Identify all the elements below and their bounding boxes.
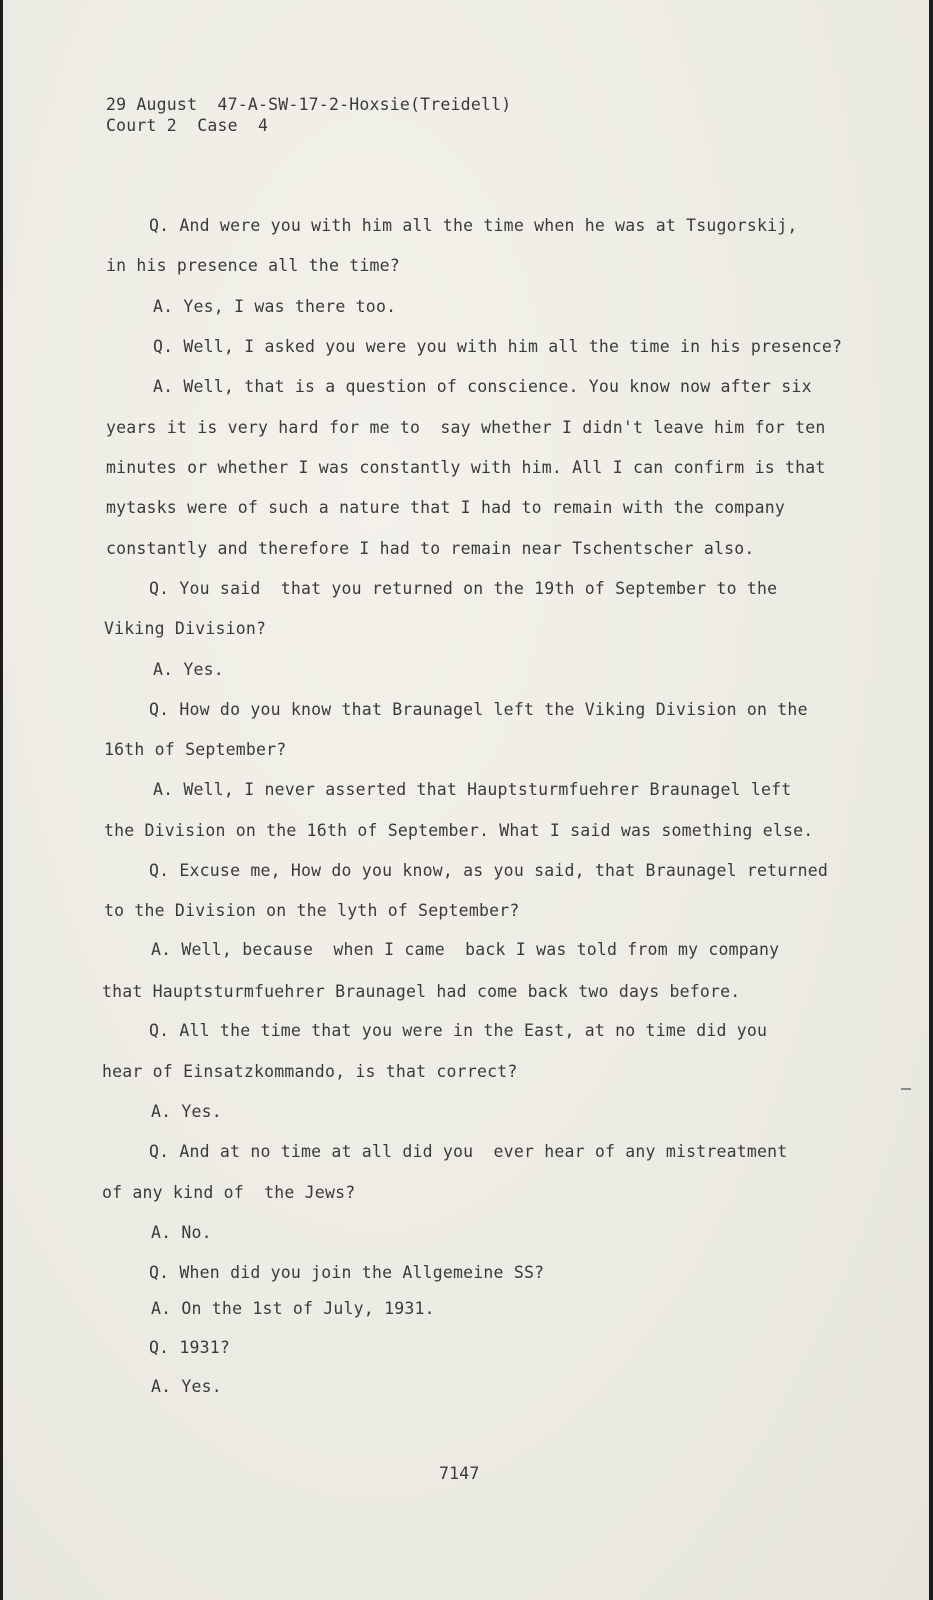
transcript-line: Q. Well, I asked you were you with him all the time in his presence?	[153, 337, 843, 356]
transcript-line: A. Well, that is a question of conscience. You know now after six	[153, 377, 812, 396]
transcript-line: years it is very hard for me to say whether I didn't leave him for ten	[106, 418, 826, 437]
transcript-line: Q. Excuse me, How do you know, as you said, that Braunagel returned	[149, 861, 828, 880]
transcript-line: A. No.	[151, 1223, 212, 1242]
transcript-line: A. Yes, I was there too.	[153, 297, 397, 316]
document-page	[3, 0, 929, 1600]
transcript-line: Q. How do you know that Braunagel left the Viking Division on the	[149, 700, 808, 719]
transcript-line: Q. 1931?	[149, 1338, 231, 1357]
transcript-line: the Division on the 16th of September. What I said was something else.	[104, 821, 814, 840]
document-header	[106, 94, 511, 136]
transcript-line: Q. All the time that you were in the East, at no time did you	[149, 1021, 768, 1040]
transcript-line: hear of Einsatzkommando, is that correct?	[102, 1062, 518, 1081]
transcript-line: Viking Division?	[104, 619, 267, 638]
transcript-line: Q. You said that you returned on the 19th of September to the	[149, 579, 778, 598]
margin-mark	[901, 1088, 911, 1090]
transcript-line: mytasks were of such a nature that I had to remain with the company	[106, 498, 785, 517]
transcript-line: Q. And were you with him all the time when he was at Tsugorskij,	[149, 216, 798, 235]
header-court-case: Court 2 Case 4	[106, 116, 269, 135]
transcript-line: to the Division on the lyth of September?	[104, 901, 520, 920]
transcript-line: A. Yes.	[153, 660, 224, 679]
transcript-line: constantly and therefore I had to remain near Tschentscher also.	[106, 539, 755, 558]
transcript-line: Q. When did you join the Allgemeine SS?	[149, 1263, 545, 1282]
transcript-line: A. Yes.	[151, 1102, 222, 1121]
transcript-line: that Hauptsturmfuehrer Braunagel had come back two days before.	[102, 982, 741, 1001]
transcript-line: A. Well, I never asserted that Hauptsturmfuehrer Braunagel left	[153, 780, 792, 799]
transcript-line: A. Well, because when I came back I was told from my company	[151, 940, 780, 959]
scan-edge-right	[929, 0, 933, 1600]
transcript-line: 16th of September?	[104, 740, 287, 759]
transcript-line: minutes or whether I was constantly with him. All I can confirm is that	[106, 458, 826, 477]
transcript-line: Q. And at no time at all did you ever hear of any mistreatment	[149, 1142, 788, 1161]
transcript-line: of any kind of the Jews?	[102, 1183, 356, 1202]
page-number: 7147	[439, 1464, 480, 1483]
header-date-reference: 29 August 47-A-SW-17-2-Hoxsie(Treidell)	[106, 95, 512, 114]
transcript-line: in his presence all the time?	[106, 256, 400, 275]
transcript-line: A. Yes.	[151, 1377, 222, 1396]
transcript-line: A. On the 1st of July, 1931.	[151, 1299, 435, 1318]
